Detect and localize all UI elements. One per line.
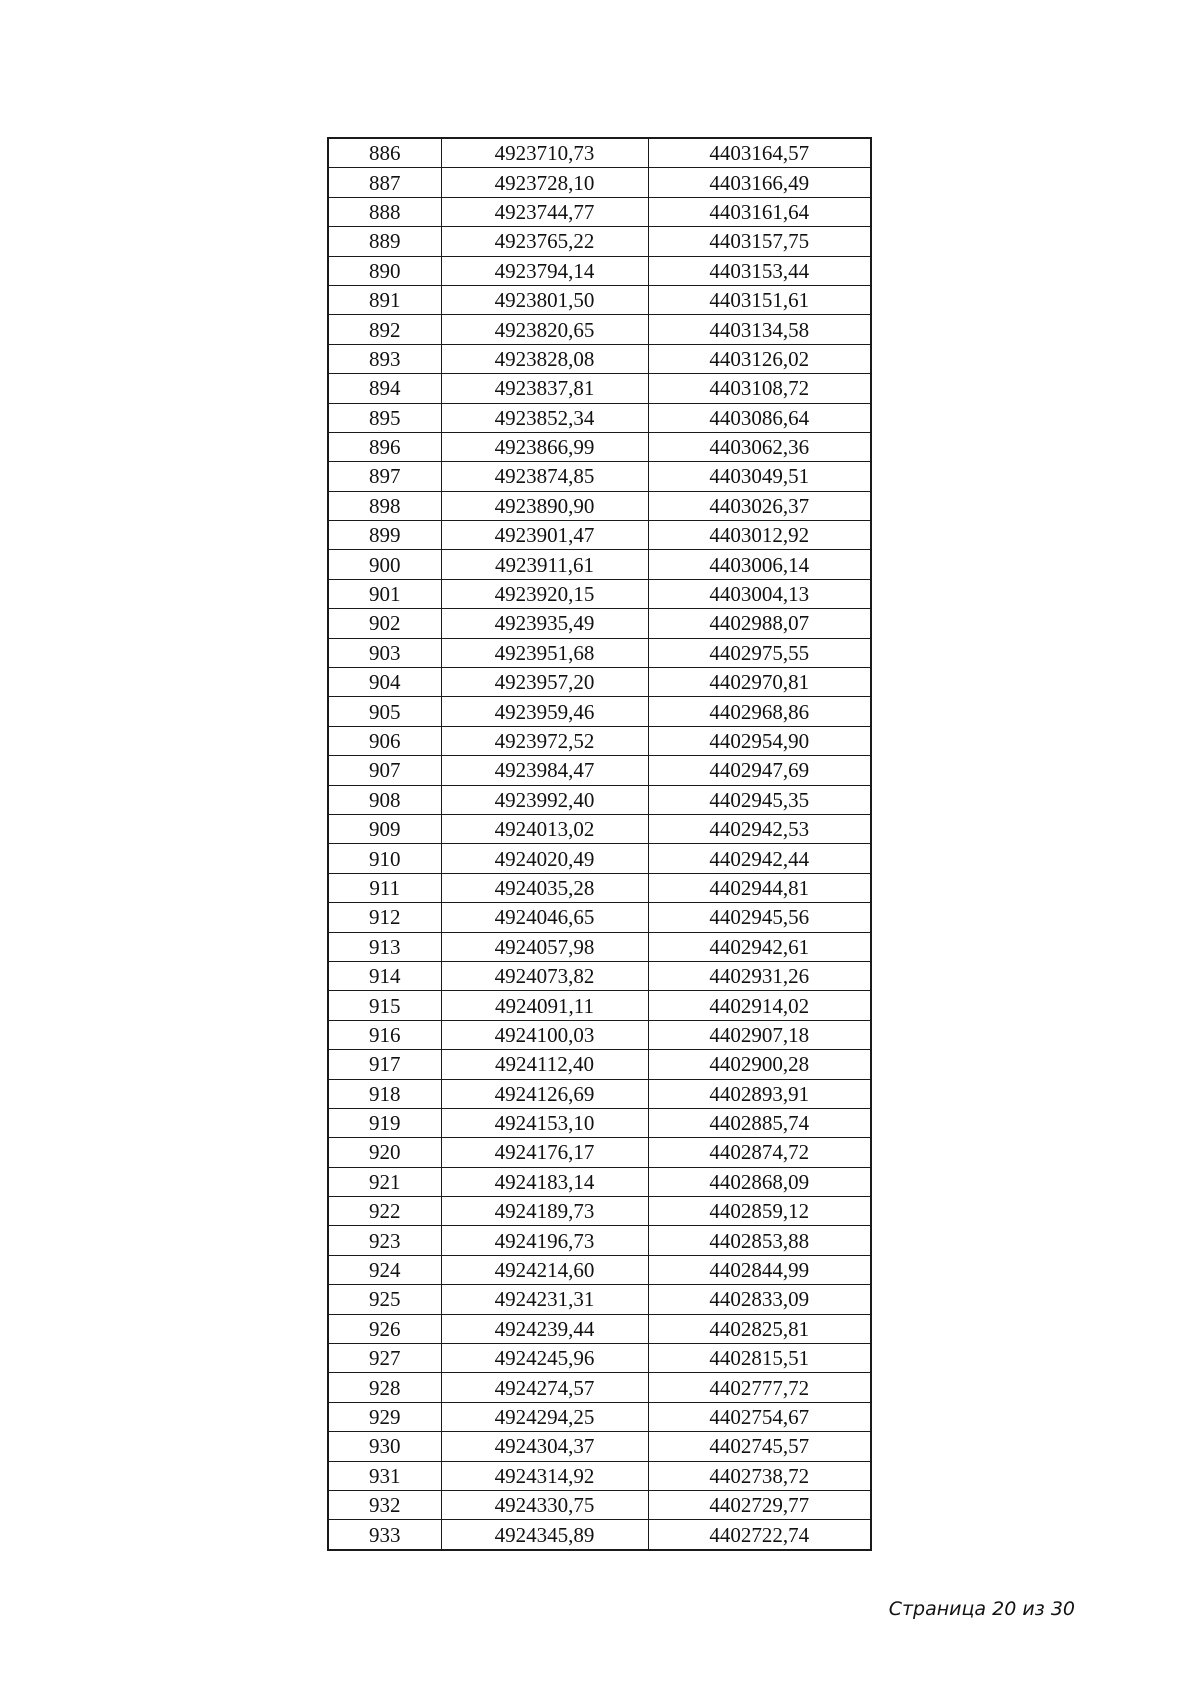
table-row xyxy=(328,432,871,461)
x-coordinate-cell: 4923920,15 xyxy=(441,579,648,608)
point-number-cell: 923 xyxy=(328,1226,441,1255)
x-coordinate-cell: 4923866,99 xyxy=(441,432,648,461)
table-row xyxy=(328,138,871,168)
point-number-cell: 927 xyxy=(328,1344,441,1373)
table-row xyxy=(328,873,871,902)
y-coordinate-cell: 4402954,90 xyxy=(648,726,871,755)
point-number-cell: 912 xyxy=(328,903,441,932)
table-row xyxy=(328,697,871,726)
x-coordinate-cell: 4923959,46 xyxy=(441,697,648,726)
x-coordinate-cell: 4923710,73 xyxy=(441,138,648,168)
table-row xyxy=(328,285,871,314)
table-row xyxy=(328,1255,871,1284)
table-row xyxy=(328,844,871,873)
page-number: Страница 20 из 30 xyxy=(888,1598,1075,1620)
table-row xyxy=(328,903,871,932)
y-coordinate-cell: 4402975,55 xyxy=(648,638,871,667)
table-row xyxy=(328,521,871,550)
point-number-cell: 910 xyxy=(328,844,441,873)
point-number-cell: 928 xyxy=(328,1373,441,1402)
y-coordinate-cell: 4402844,99 xyxy=(648,1255,871,1284)
point-number-cell: 907 xyxy=(328,756,441,785)
x-coordinate-cell: 4924314,92 xyxy=(441,1461,648,1490)
x-coordinate-cell: 4924176,17 xyxy=(441,1138,648,1167)
point-number-cell: 900 xyxy=(328,550,441,579)
y-coordinate-cell: 4402745,57 xyxy=(648,1432,871,1461)
point-number-cell: 896 xyxy=(328,432,441,461)
coordinates-table xyxy=(327,137,872,1551)
y-coordinate-cell: 4402729,77 xyxy=(648,1490,871,1519)
point-number-cell: 918 xyxy=(328,1079,441,1108)
table-row xyxy=(328,1138,871,1167)
x-coordinate-cell: 4924035,28 xyxy=(441,873,648,902)
x-coordinate-cell: 4924189,73 xyxy=(441,1197,648,1226)
table-row xyxy=(328,756,871,785)
y-coordinate-cell: 4402738,72 xyxy=(648,1461,871,1490)
point-number-cell: 916 xyxy=(328,1020,441,1049)
point-number-cell: 902 xyxy=(328,609,441,638)
point-number-cell: 893 xyxy=(328,344,441,373)
y-coordinate-cell: 4403157,75 xyxy=(648,227,871,256)
table-row xyxy=(328,462,871,491)
y-coordinate-cell: 4403153,44 xyxy=(648,256,871,285)
x-coordinate-cell: 4924183,14 xyxy=(441,1167,648,1196)
y-coordinate-cell: 4402777,72 xyxy=(648,1373,871,1402)
y-coordinate-cell: 4402945,56 xyxy=(648,903,871,932)
point-number-cell: 908 xyxy=(328,785,441,814)
y-coordinate-cell: 4402914,02 xyxy=(648,991,871,1020)
point-number-cell: 888 xyxy=(328,197,441,226)
point-number-cell: 917 xyxy=(328,1050,441,1079)
x-coordinate-cell: 4924013,02 xyxy=(441,814,648,843)
point-number-cell: 887 xyxy=(328,168,441,197)
y-coordinate-cell: 4403026,37 xyxy=(648,491,871,520)
y-coordinate-cell: 4402945,35 xyxy=(648,785,871,814)
table-row xyxy=(328,785,871,814)
y-coordinate-cell: 4403012,92 xyxy=(648,521,871,550)
point-number-cell: 921 xyxy=(328,1167,441,1196)
point-number-cell: 922 xyxy=(328,1197,441,1226)
y-coordinate-cell: 4402868,09 xyxy=(648,1167,871,1196)
y-coordinate-cell: 4402874,72 xyxy=(648,1138,871,1167)
table-row xyxy=(328,932,871,961)
table-row xyxy=(328,1314,871,1343)
y-coordinate-cell: 4403134,58 xyxy=(648,315,871,344)
point-number-cell: 894 xyxy=(328,374,441,403)
table-row xyxy=(328,374,871,403)
x-coordinate-cell: 4923984,47 xyxy=(441,756,648,785)
point-number-cell: 890 xyxy=(328,256,441,285)
table-row xyxy=(328,403,871,432)
point-number-cell: 903 xyxy=(328,638,441,667)
y-coordinate-cell: 4403049,51 xyxy=(648,462,871,491)
x-coordinate-cell: 4924112,40 xyxy=(441,1050,648,1079)
x-coordinate-cell: 4923972,52 xyxy=(441,726,648,755)
y-coordinate-cell: 4402944,81 xyxy=(648,873,871,902)
x-coordinate-cell: 4923874,85 xyxy=(441,462,648,491)
x-coordinate-cell: 4923957,20 xyxy=(441,668,648,697)
y-coordinate-cell: 4403062,36 xyxy=(648,432,871,461)
y-coordinate-cell: 4402859,12 xyxy=(648,1197,871,1226)
y-coordinate-cell: 4402942,53 xyxy=(648,814,871,843)
x-coordinate-cell: 4924330,75 xyxy=(441,1490,648,1519)
point-number-cell: 926 xyxy=(328,1314,441,1343)
table-row xyxy=(328,1020,871,1049)
table-row xyxy=(328,1197,871,1226)
point-number-cell: 889 xyxy=(328,227,441,256)
y-coordinate-cell: 4402947,69 xyxy=(648,756,871,785)
table-row xyxy=(328,1108,871,1137)
x-coordinate-cell: 4923951,68 xyxy=(441,638,648,667)
y-coordinate-cell: 4402754,67 xyxy=(648,1402,871,1431)
point-number-cell: 901 xyxy=(328,579,441,608)
table-row xyxy=(328,1373,871,1402)
table-row xyxy=(328,1167,871,1196)
table-row xyxy=(328,961,871,990)
table-row xyxy=(328,609,871,638)
x-coordinate-cell: 4924153,10 xyxy=(441,1108,648,1137)
x-coordinate-cell: 4923911,61 xyxy=(441,550,648,579)
y-coordinate-cell: 4403164,57 xyxy=(648,138,871,168)
x-coordinate-cell: 4924091,11 xyxy=(441,991,648,1020)
x-coordinate-cell: 4923935,49 xyxy=(441,609,648,638)
point-number-cell: 930 xyxy=(328,1432,441,1461)
point-number-cell: 904 xyxy=(328,668,441,697)
y-coordinate-cell: 4403108,72 xyxy=(648,374,871,403)
y-coordinate-cell: 4402722,74 xyxy=(648,1520,871,1550)
x-coordinate-cell: 4923828,08 xyxy=(441,344,648,373)
point-number-cell: 905 xyxy=(328,697,441,726)
point-number-cell: 913 xyxy=(328,932,441,961)
x-coordinate-cell: 4924231,31 xyxy=(441,1285,648,1314)
point-number-cell: 924 xyxy=(328,1255,441,1284)
table-row xyxy=(328,197,871,226)
point-number-cell: 929 xyxy=(328,1402,441,1431)
point-number-cell: 909 xyxy=(328,814,441,843)
x-coordinate-cell: 4923992,40 xyxy=(441,785,648,814)
point-number-cell: 911 xyxy=(328,873,441,902)
y-coordinate-cell: 4403126,02 xyxy=(648,344,871,373)
x-coordinate-cell: 4924020,49 xyxy=(441,844,648,873)
y-coordinate-cell: 4402833,09 xyxy=(648,1285,871,1314)
point-number-cell: 933 xyxy=(328,1520,441,1550)
table-row xyxy=(328,638,871,667)
y-coordinate-cell: 4402907,18 xyxy=(648,1020,871,1049)
y-coordinate-cell: 4402988,07 xyxy=(648,609,871,638)
x-coordinate-cell: 4924239,44 xyxy=(441,1314,648,1343)
table-row xyxy=(328,491,871,520)
point-number-cell: 931 xyxy=(328,1461,441,1490)
y-coordinate-cell: 4403006,14 xyxy=(648,550,871,579)
x-coordinate-cell: 4923801,50 xyxy=(441,285,648,314)
table-row xyxy=(328,315,871,344)
y-coordinate-cell: 4402853,88 xyxy=(648,1226,871,1255)
point-number-cell: 886 xyxy=(328,138,441,168)
point-number-cell: 919 xyxy=(328,1108,441,1137)
table-row xyxy=(328,1079,871,1108)
x-coordinate-cell: 4923765,22 xyxy=(441,227,648,256)
point-number-cell: 899 xyxy=(328,521,441,550)
table-row xyxy=(328,726,871,755)
x-coordinate-cell: 4923820,65 xyxy=(441,315,648,344)
x-coordinate-cell: 4923837,81 xyxy=(441,374,648,403)
table-row xyxy=(328,227,871,256)
x-coordinate-cell: 4923728,10 xyxy=(441,168,648,197)
table-row xyxy=(328,668,871,697)
table-row xyxy=(328,1226,871,1255)
y-coordinate-cell: 4402893,91 xyxy=(648,1079,871,1108)
x-coordinate-cell: 4924214,60 xyxy=(441,1255,648,1284)
y-coordinate-cell: 4403086,64 xyxy=(648,403,871,432)
point-number-cell: 932 xyxy=(328,1490,441,1519)
y-coordinate-cell: 4402825,81 xyxy=(648,1314,871,1343)
x-coordinate-cell: 4924057,98 xyxy=(441,932,648,961)
y-coordinate-cell: 4402970,81 xyxy=(648,668,871,697)
point-number-cell: 906 xyxy=(328,726,441,755)
table-row xyxy=(328,1344,871,1373)
table-row xyxy=(328,1050,871,1079)
point-number-cell: 897 xyxy=(328,462,441,491)
y-coordinate-cell: 4403004,13 xyxy=(648,579,871,608)
table-row xyxy=(328,1461,871,1490)
x-coordinate-cell: 4924294,25 xyxy=(441,1402,648,1431)
point-number-cell: 898 xyxy=(328,491,441,520)
point-number-cell: 895 xyxy=(328,403,441,432)
x-coordinate-cell: 4924345,89 xyxy=(441,1520,648,1550)
table-row xyxy=(328,550,871,579)
x-coordinate-cell: 4924046,65 xyxy=(441,903,648,932)
y-coordinate-cell: 4402900,28 xyxy=(648,1050,871,1079)
x-coordinate-cell: 4923794,14 xyxy=(441,256,648,285)
y-coordinate-cell: 4402885,74 xyxy=(648,1108,871,1137)
table-row xyxy=(328,168,871,197)
x-coordinate-cell: 4924196,73 xyxy=(441,1226,648,1255)
point-number-cell: 892 xyxy=(328,315,441,344)
x-coordinate-cell: 4924073,82 xyxy=(441,961,648,990)
y-coordinate-cell: 4403161,64 xyxy=(648,197,871,226)
x-coordinate-cell: 4923852,34 xyxy=(441,403,648,432)
table-row xyxy=(328,1490,871,1519)
table-row xyxy=(328,1432,871,1461)
y-coordinate-cell: 4403166,49 xyxy=(648,168,871,197)
y-coordinate-cell: 4402942,61 xyxy=(648,932,871,961)
point-number-cell: 920 xyxy=(328,1138,441,1167)
y-coordinate-cell: 4403151,61 xyxy=(648,285,871,314)
table-row xyxy=(328,1520,871,1550)
point-number-cell: 915 xyxy=(328,991,441,1020)
point-number-cell: 925 xyxy=(328,1285,441,1314)
table-row xyxy=(328,256,871,285)
table-row xyxy=(328,814,871,843)
point-number-cell: 914 xyxy=(328,961,441,990)
x-coordinate-cell: 4924100,03 xyxy=(441,1020,648,1049)
point-number-cell: 891 xyxy=(328,285,441,314)
y-coordinate-cell: 4402815,51 xyxy=(648,1344,871,1373)
x-coordinate-cell: 4924126,69 xyxy=(441,1079,648,1108)
table-row xyxy=(328,1285,871,1314)
x-coordinate-cell: 4923890,90 xyxy=(441,491,648,520)
y-coordinate-cell: 4402968,86 xyxy=(648,697,871,726)
coordinates-table-body xyxy=(328,138,871,1550)
x-coordinate-cell: 4923901,47 xyxy=(441,521,648,550)
x-coordinate-cell: 4924304,37 xyxy=(441,1432,648,1461)
table-row xyxy=(328,1402,871,1431)
table-row xyxy=(328,991,871,1020)
table-row xyxy=(328,579,871,608)
x-coordinate-cell: 4924274,57 xyxy=(441,1373,648,1402)
table-row xyxy=(328,344,871,373)
x-coordinate-cell: 4923744,77 xyxy=(441,197,648,226)
y-coordinate-cell: 4402931,26 xyxy=(648,961,871,990)
y-coordinate-cell: 4402942,44 xyxy=(648,844,871,873)
x-coordinate-cell: 4924245,96 xyxy=(441,1344,648,1373)
